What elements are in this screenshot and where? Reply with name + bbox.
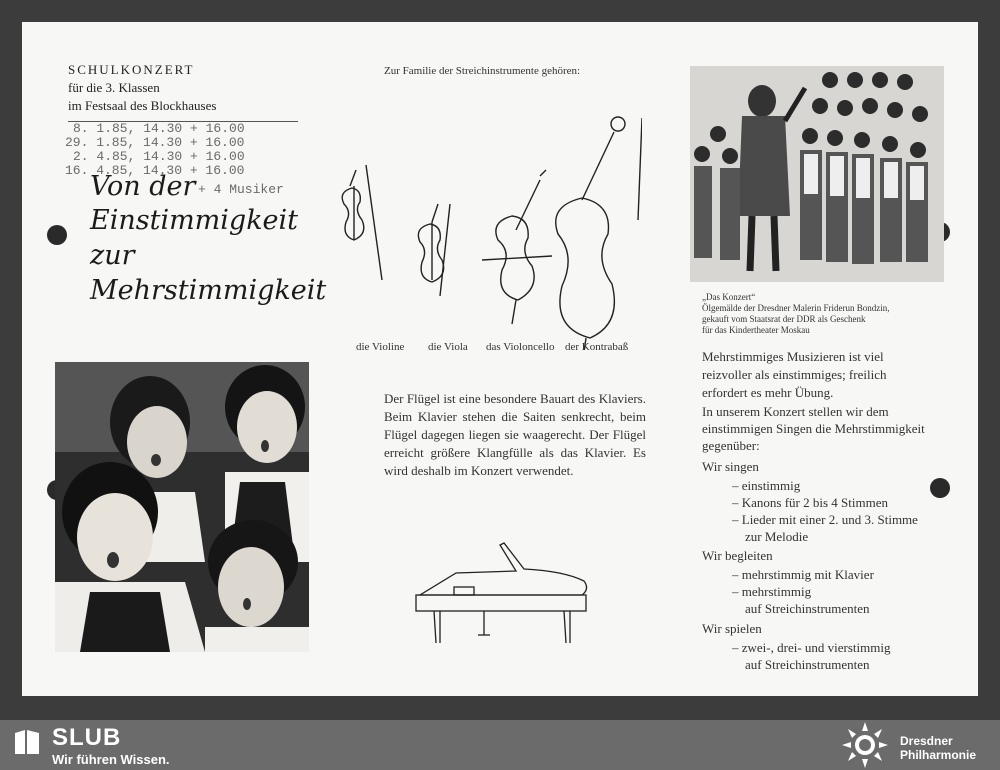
philharmonie-logo-icon: [840, 722, 890, 768]
string-instruments-illustration: [332, 90, 642, 350]
punch-hole: [47, 225, 67, 245]
title-line: zur: [90, 240, 135, 271]
group-head-begleiten: Wir begleiten: [702, 548, 773, 563]
footer-bar: [0, 720, 1000, 770]
choir-photo-drawing: [55, 362, 309, 652]
painting-drawing: [690, 66, 944, 282]
program-sheet: [22, 22, 978, 696]
list-item: zur Melodie: [745, 529, 809, 544]
caption-line: Ölgemälde der Dresdner Malerin Friderun Bondzin,: [702, 303, 890, 313]
list-item: – mehrstimmig: [732, 584, 812, 599]
list-item: auf Streichinstrumenten: [745, 601, 870, 616]
slub-logo-text: SLUB: [52, 724, 122, 751]
caption-title: „Das Konzert“: [702, 292, 756, 302]
header-line-1: für die 3. Klassen: [68, 80, 160, 95]
stamp-date: 16. 4.85, 14.30 + 16.00: [65, 163, 245, 178]
choir-photo: [55, 362, 309, 652]
title-line: Mehrstimmigkeit: [90, 275, 327, 306]
list-item: – Lieder mit einer 2. und 3. Stimme: [732, 512, 918, 527]
stamp-date: 29. 1.85, 14.30 + 16.00: [65, 135, 245, 150]
list-item: – mehrstimmig mit Klavier: [732, 567, 874, 582]
label-viola: die Viola: [428, 341, 468, 353]
header-line-2: im Festsaal des Blockhauses: [68, 98, 217, 113]
stamp-note: + 4 Musiker: [198, 182, 284, 197]
slub-slogan: Wir führen Wissen.: [52, 752, 170, 767]
title-line: Einstimmigkeit: [90, 205, 299, 236]
double-bass-drawing: [556, 117, 642, 350]
strings-heading: Zur Familie der Streichinstrumente gehören:: [384, 65, 581, 77]
slub-book-icon: [12, 727, 42, 757]
right-paragraph-2: In unserem Konzert stellen wir dem einstimmigen Singen die Mehrstimmigkeit gegenüber:: [702, 404, 925, 453]
concert-kicker: SCHULKONZERT: [68, 62, 195, 77]
group-head-spielen: Wir spielen: [702, 621, 762, 636]
list-item: auf Streichinstrumenten: [745, 657, 870, 672]
grand-piano-illustration: [414, 537, 590, 649]
cello-drawing: [482, 170, 552, 324]
violin-drawing: [342, 165, 382, 280]
caption-line: für das Kindertheater Moskau: [702, 325, 810, 335]
punch-hole: [930, 478, 950, 498]
painting-das-konzert: [690, 66, 944, 282]
label-violin: die Violine: [356, 341, 405, 353]
right-paragraph-1: Mehrstimmiges Musizieren ist viel reizvoller als einstimmiges; freilich erfordert es mehr Übung.: [702, 349, 887, 400]
label-double-bass: der Kontrabaß: [565, 341, 629, 353]
fluegel-paragraph: Der Flügel ist eine besondere Bauart des Klaviers. Beim Klavier stehen die Saiten senkrecht, beim Flügel dagegen liegen sie waagerecht. Der Flügel erreicht größere Klangfülle als das Klavier. Es wird deshalb im Konzert verwendet.: [384, 391, 646, 478]
caption-line: gekauft vom Staatsrat der DDR als Geschenk: [702, 314, 866, 324]
viola-drawing: [418, 204, 450, 296]
list-item: – zwei-, drei- und vierstimmig: [732, 640, 891, 655]
stamp-date: 8. 1.85, 14.30 + 16.00: [73, 121, 245, 136]
list-item: – einstimmig: [732, 478, 801, 493]
label-cello: das Violoncello: [486, 341, 555, 353]
group-head-singen: Wir singen: [702, 459, 759, 474]
stamp-date: 2. 4.85, 14.30 + 16.00: [73, 149, 245, 164]
partner-name-line-1: Dresdner: [900, 734, 953, 748]
title-line: Von der: [90, 171, 196, 202]
partner-name-line-2: Philharmonie: [900, 748, 977, 762]
list-item: – Kanons für 2 bis 4 Stimmen: [732, 495, 888, 510]
